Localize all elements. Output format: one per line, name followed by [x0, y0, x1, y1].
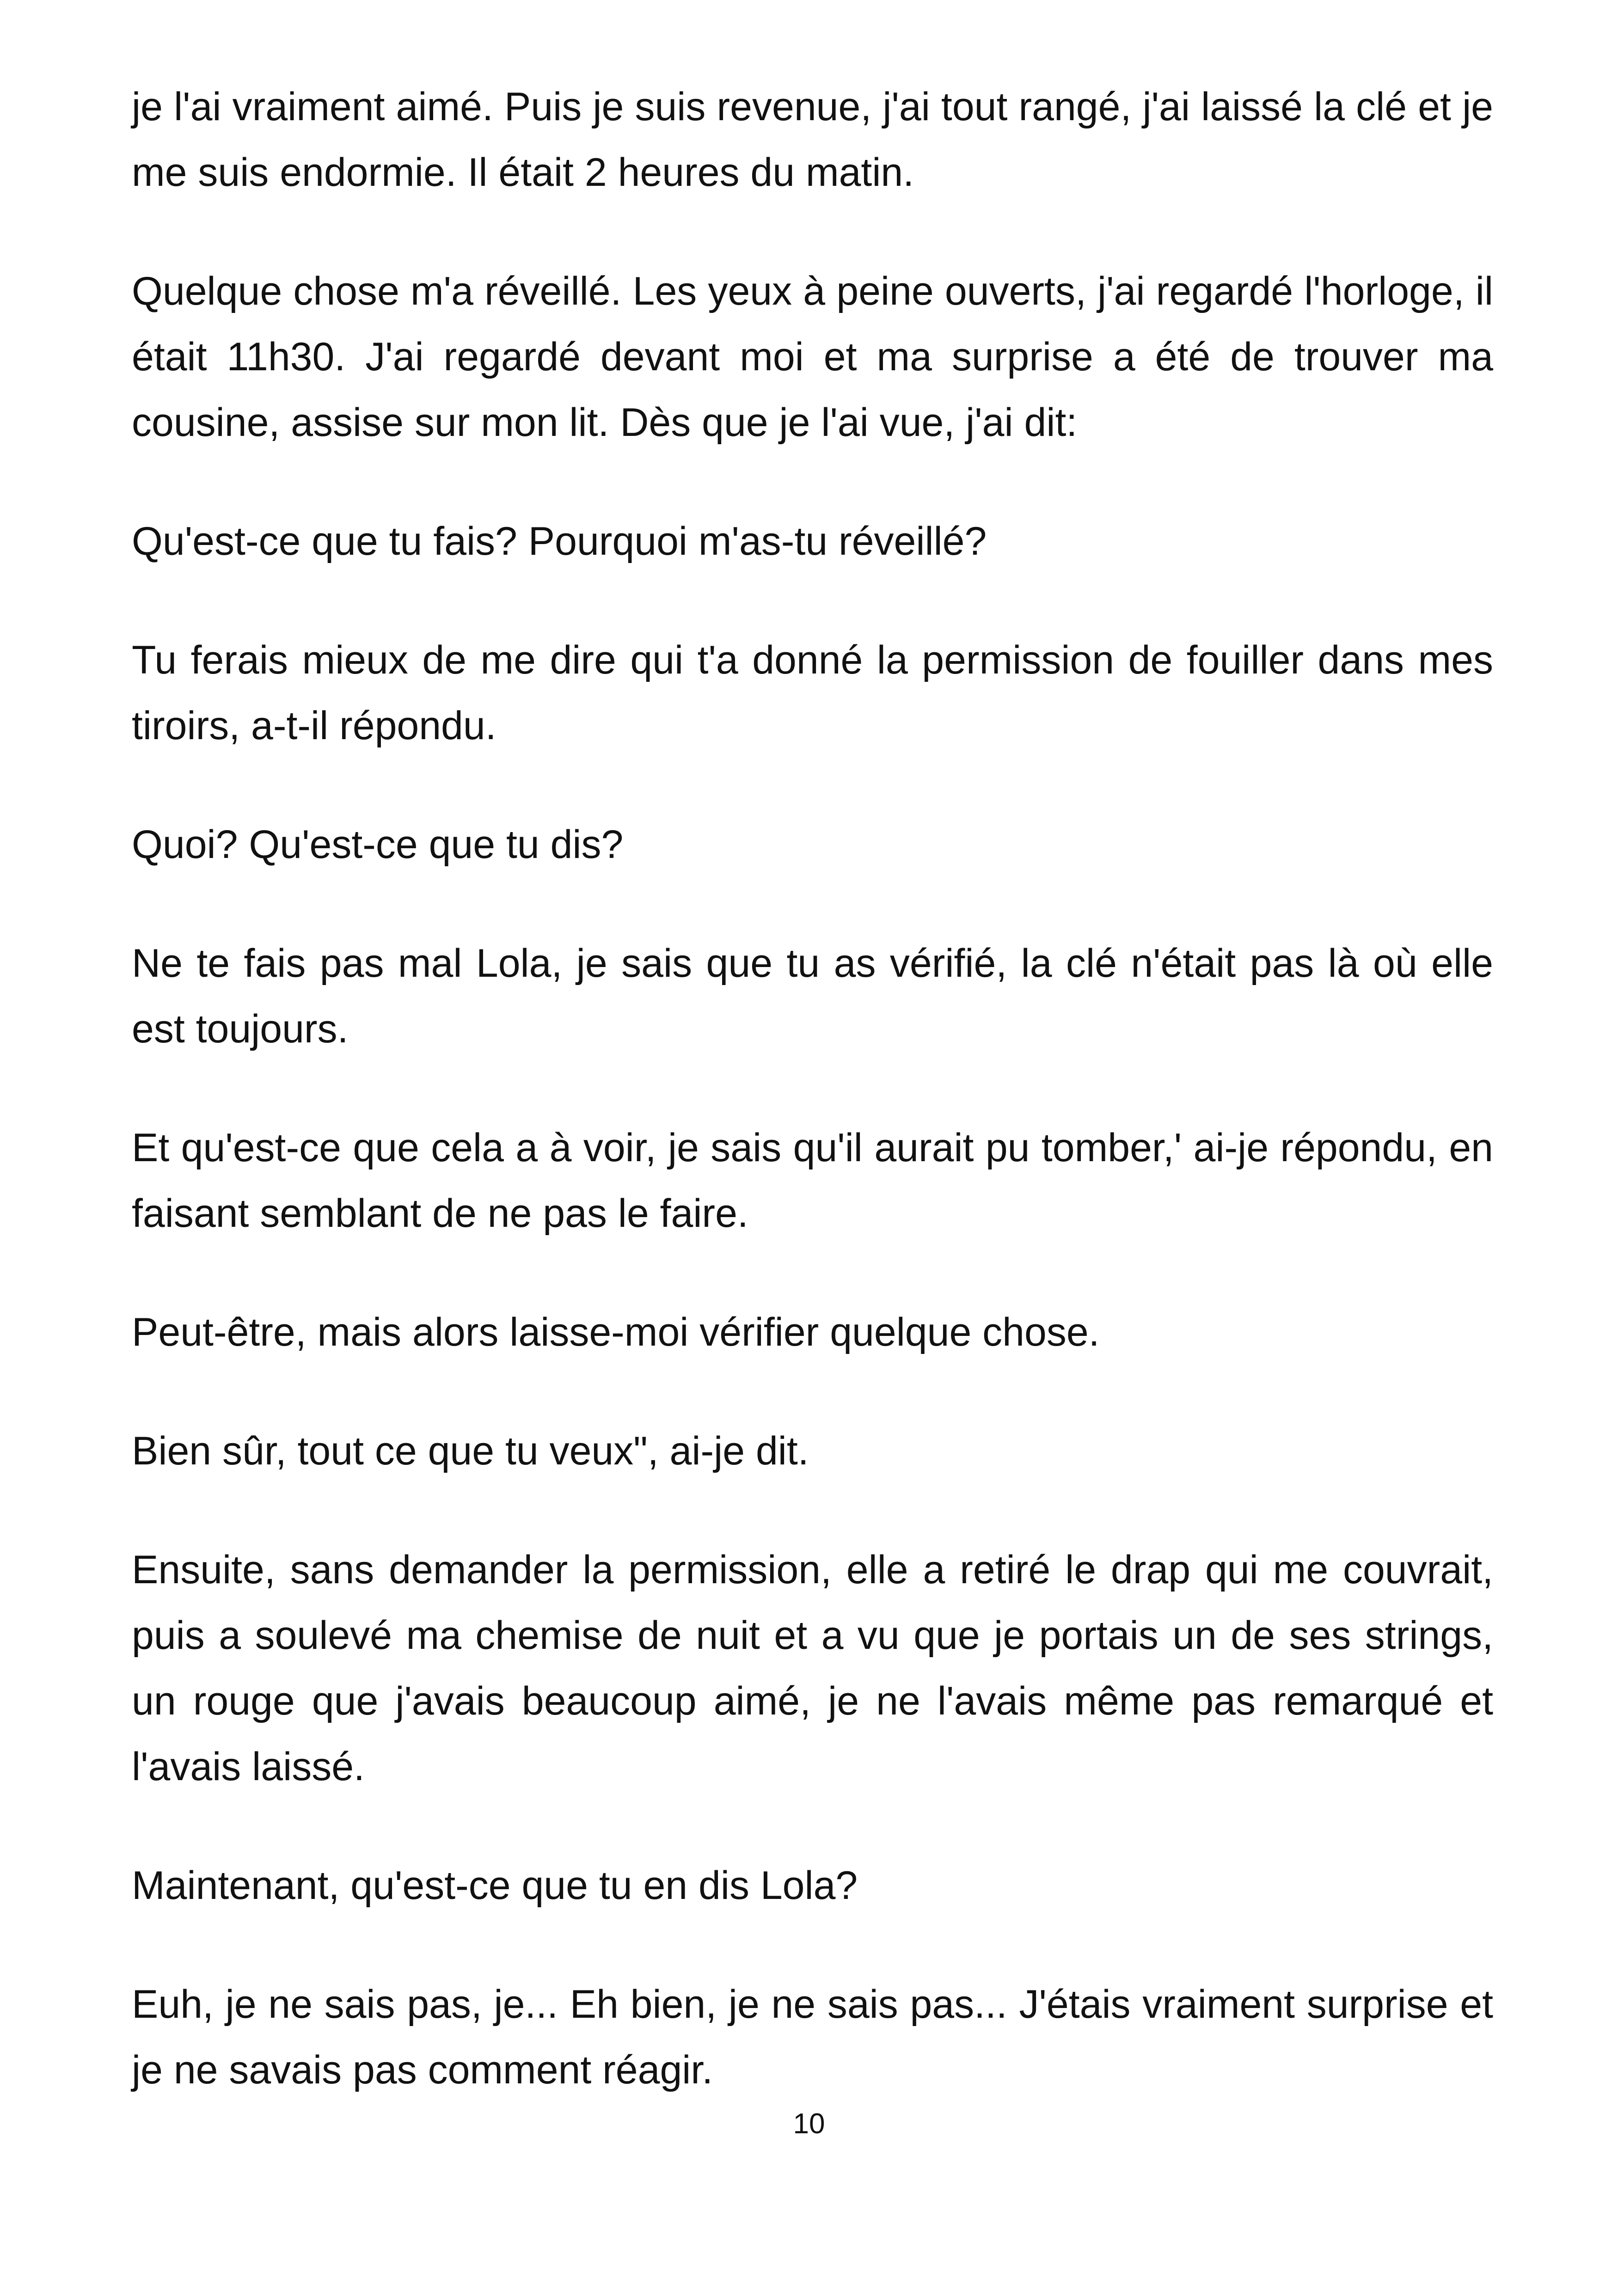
paragraph: Ne te fais pas mal Lola, je sais que tu as vérifié, la clé n'était pas là où elle est toujours.	[132, 941, 1493, 1051]
paragraph: Bien sûr, tout ce que tu veux", ai-je dit.	[132, 1429, 809, 1473]
paragraph: Euh, je ne sais pas, je... Eh bien, je ne sais pas... J'étais vraiment surprise et je ne savais pas comment réagir.	[132, 1982, 1493, 2092]
paragraph: Maintenant, qu'est-ce que tu en dis Lola?	[132, 1863, 858, 1908]
text-body	[132, 74, 1493, 2156]
paragraph: Ensuite, sans demander la permission, elle a retiré le drap qui me couvrait, puis a soulevé ma chemise de nuit et a vu que je portais un de ses strings, un rouge que j'avais beaucoup aimé, je ne l'avais même pas remarqué et l'avais laissé.	[132, 1548, 1493, 1789]
paragraph: Quoi? Qu'est-ce que tu dis?	[132, 822, 624, 867]
page-number: 10	[793, 2108, 825, 2140]
paragraph: Quelque chose m'a réveillé. Les yeux à peine ouverts, j'ai regardé l'horloge, il était 11h30. J'ai regardé devant moi et ma surprise a été de trouver ma cousine, assise sur mon lit. Dès que je l'ai vue, j'ai dit:	[132, 269, 1493, 445]
paragraph: Et qu'est-ce que cela a à voir, je sais qu'il aurait pu tomber,' ai-je répondu, en faisant semblant de ne pas le faire.	[132, 1126, 1493, 1236]
paragraph: Tu ferais mieux de me dire qui t'a donné la permission de fouiller dans mes tiroirs, a-t-il répondu.	[132, 638, 1493, 748]
paragraph: Peut-être, mais alors laisse-moi vérifier quelque chose.	[132, 1310, 1100, 1354]
paragraph: je l'ai vraiment aimé. Puis je suis revenue, j'ai tout rangé, j'ai laissé la clé et je me suis endormie. Il était 2 heures du matin.	[132, 85, 1493, 195]
paragraph: Qu'est-ce que tu fais? Pourquoi m'as-tu réveillé?	[132, 519, 987, 563]
